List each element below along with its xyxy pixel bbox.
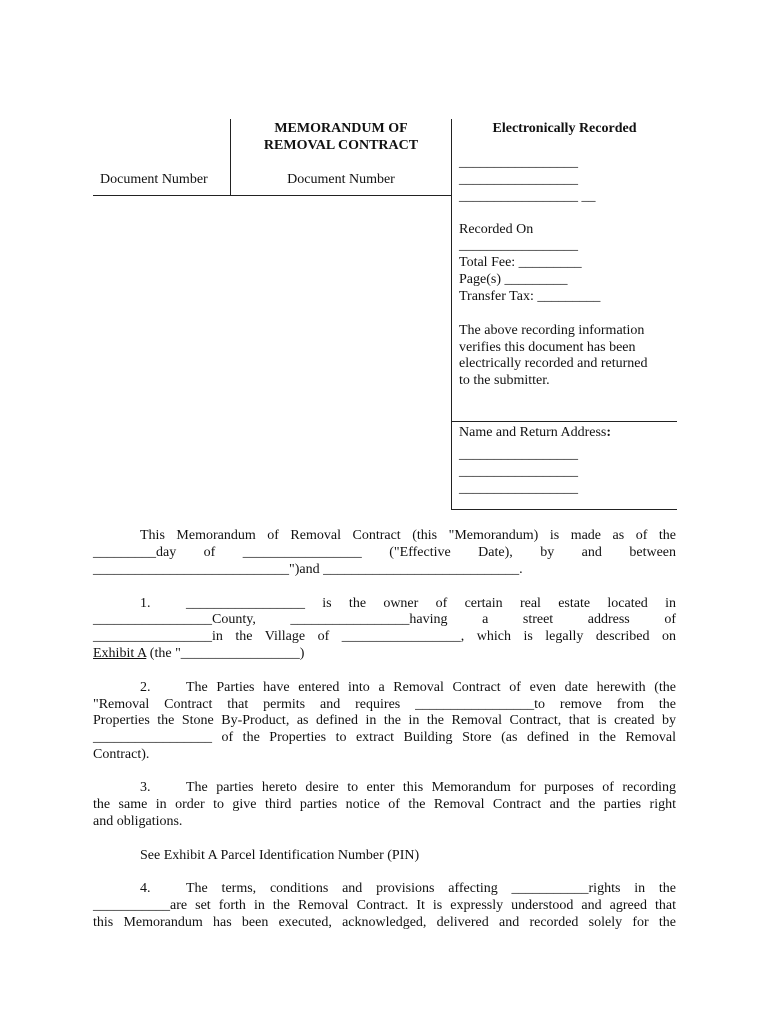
intro-line-3: ____________________________")and ____________________________. <box>93 562 523 577</box>
recording-blank-1[interactable]: _________________ <box>459 155 578 170</box>
para3-line-2: the same in order to give third parties notice of the Removal Contract and the parties right <box>93 797 676 812</box>
document-number-left: Document Number <box>100 172 208 187</box>
return-address-text: Name and Return Address <box>459 425 607 440</box>
return-address-label <box>459 424 611 441</box>
return-address-bottom-rule <box>451 509 677 510</box>
para4-line-1: The terms, conditions and provisions affecting ___________rights in the <box>186 881 676 896</box>
para2-line-3: Properties the Stone By-Product, as defined in the in the Removal Contract, that is created by <box>93 713 676 728</box>
return-address-top-rule <box>451 421 677 422</box>
header-divider-right <box>451 119 452 509</box>
para2-line-1: The Parties have entered into a Removal Contract of even date herewith (the <box>186 680 676 695</box>
intro-line-1: This Memorandum of Removal Contract (this "Memorandum) is made as of the <box>140 528 676 543</box>
recording-blank-3[interactable]: _________________ __ <box>459 189 596 204</box>
para3-number: 3. <box>140 780 151 795</box>
para3-line-1: The parties hereto desire to enter this Memorandum for purposes of recording <box>186 780 676 795</box>
document-number-center: Document Number <box>287 172 395 187</box>
header-bottom-rule <box>93 195 451 196</box>
document-title-line2: REMOVAL CONTRACT <box>263 138 419 153</box>
para1-number: 1. <box>140 596 151 611</box>
para1-line-1: _________________ is the owner of certain real estate located in <box>186 596 676 611</box>
exhibit-pin-line: See Exhibit A Parcel Identification Number (PIN) <box>140 848 420 863</box>
pages-field[interactable]: Page(s) _________ <box>459 272 568 287</box>
para2-line-4: _________________ of the Properties to extract Building Store (as defined in the Removal <box>93 730 676 745</box>
recording-blank-2[interactable]: _________________ <box>459 172 578 187</box>
document-title-line1: MEMORANDUM OF <box>274 121 408 136</box>
para2-line-2: "Removal Contract that permits and requires _________________to remove from the <box>93 697 676 712</box>
exhibit-a-link[interactable]: Exhibit A <box>93 646 147 661</box>
recording-note-line4: to the submitter. <box>459 373 550 388</box>
para4-line-2: ___________are set forth in the Removal Contract. It is expressly understood and agreed that <box>93 898 676 913</box>
para4-number: 4. <box>140 881 151 896</box>
recorded-on-label: Recorded On <box>459 222 534 237</box>
para1-line-3: _________________in the Village of _________________, which is legally described on <box>93 629 676 644</box>
return-address-colon: : <box>606 425 612 440</box>
para3-line-3: and obligations. <box>93 814 183 829</box>
intro-line-2: _________day of _________________ ("Effective Date), by and between <box>93 545 676 560</box>
para4-line-3: this Memorandum has been executed, acknowledged, delivered and recorded solely for the <box>93 915 676 930</box>
recording-note-line2: verifies this document has been <box>459 340 636 355</box>
transfer-tax-field[interactable]: Transfer Tax: _________ <box>459 289 601 304</box>
return-address-blank-2[interactable]: _________________ <box>459 464 578 479</box>
recorded-on-blank[interactable]: _________________ <box>459 238 578 253</box>
para2-line-5: Contract). <box>93 747 150 762</box>
para1-line-4-rest: (the "_________________) <box>146 646 305 661</box>
para1-line-2: _________________County, _________________having a street address of <box>93 612 676 627</box>
electronically-recorded-title: Electronically Recorded <box>492 121 637 136</box>
para1-line-4 <box>93 645 304 662</box>
para2-number: 2. <box>140 680 151 695</box>
total-fee-field[interactable]: Total Fee: _________ <box>459 255 582 270</box>
return-address-blank-1[interactable]: _________________ <box>459 447 578 462</box>
return-address-blank-3[interactable]: _________________ <box>459 481 578 496</box>
recording-note-line3: electrically recorded and returned <box>459 356 648 371</box>
recording-note-line1: The above recording information <box>459 323 645 338</box>
